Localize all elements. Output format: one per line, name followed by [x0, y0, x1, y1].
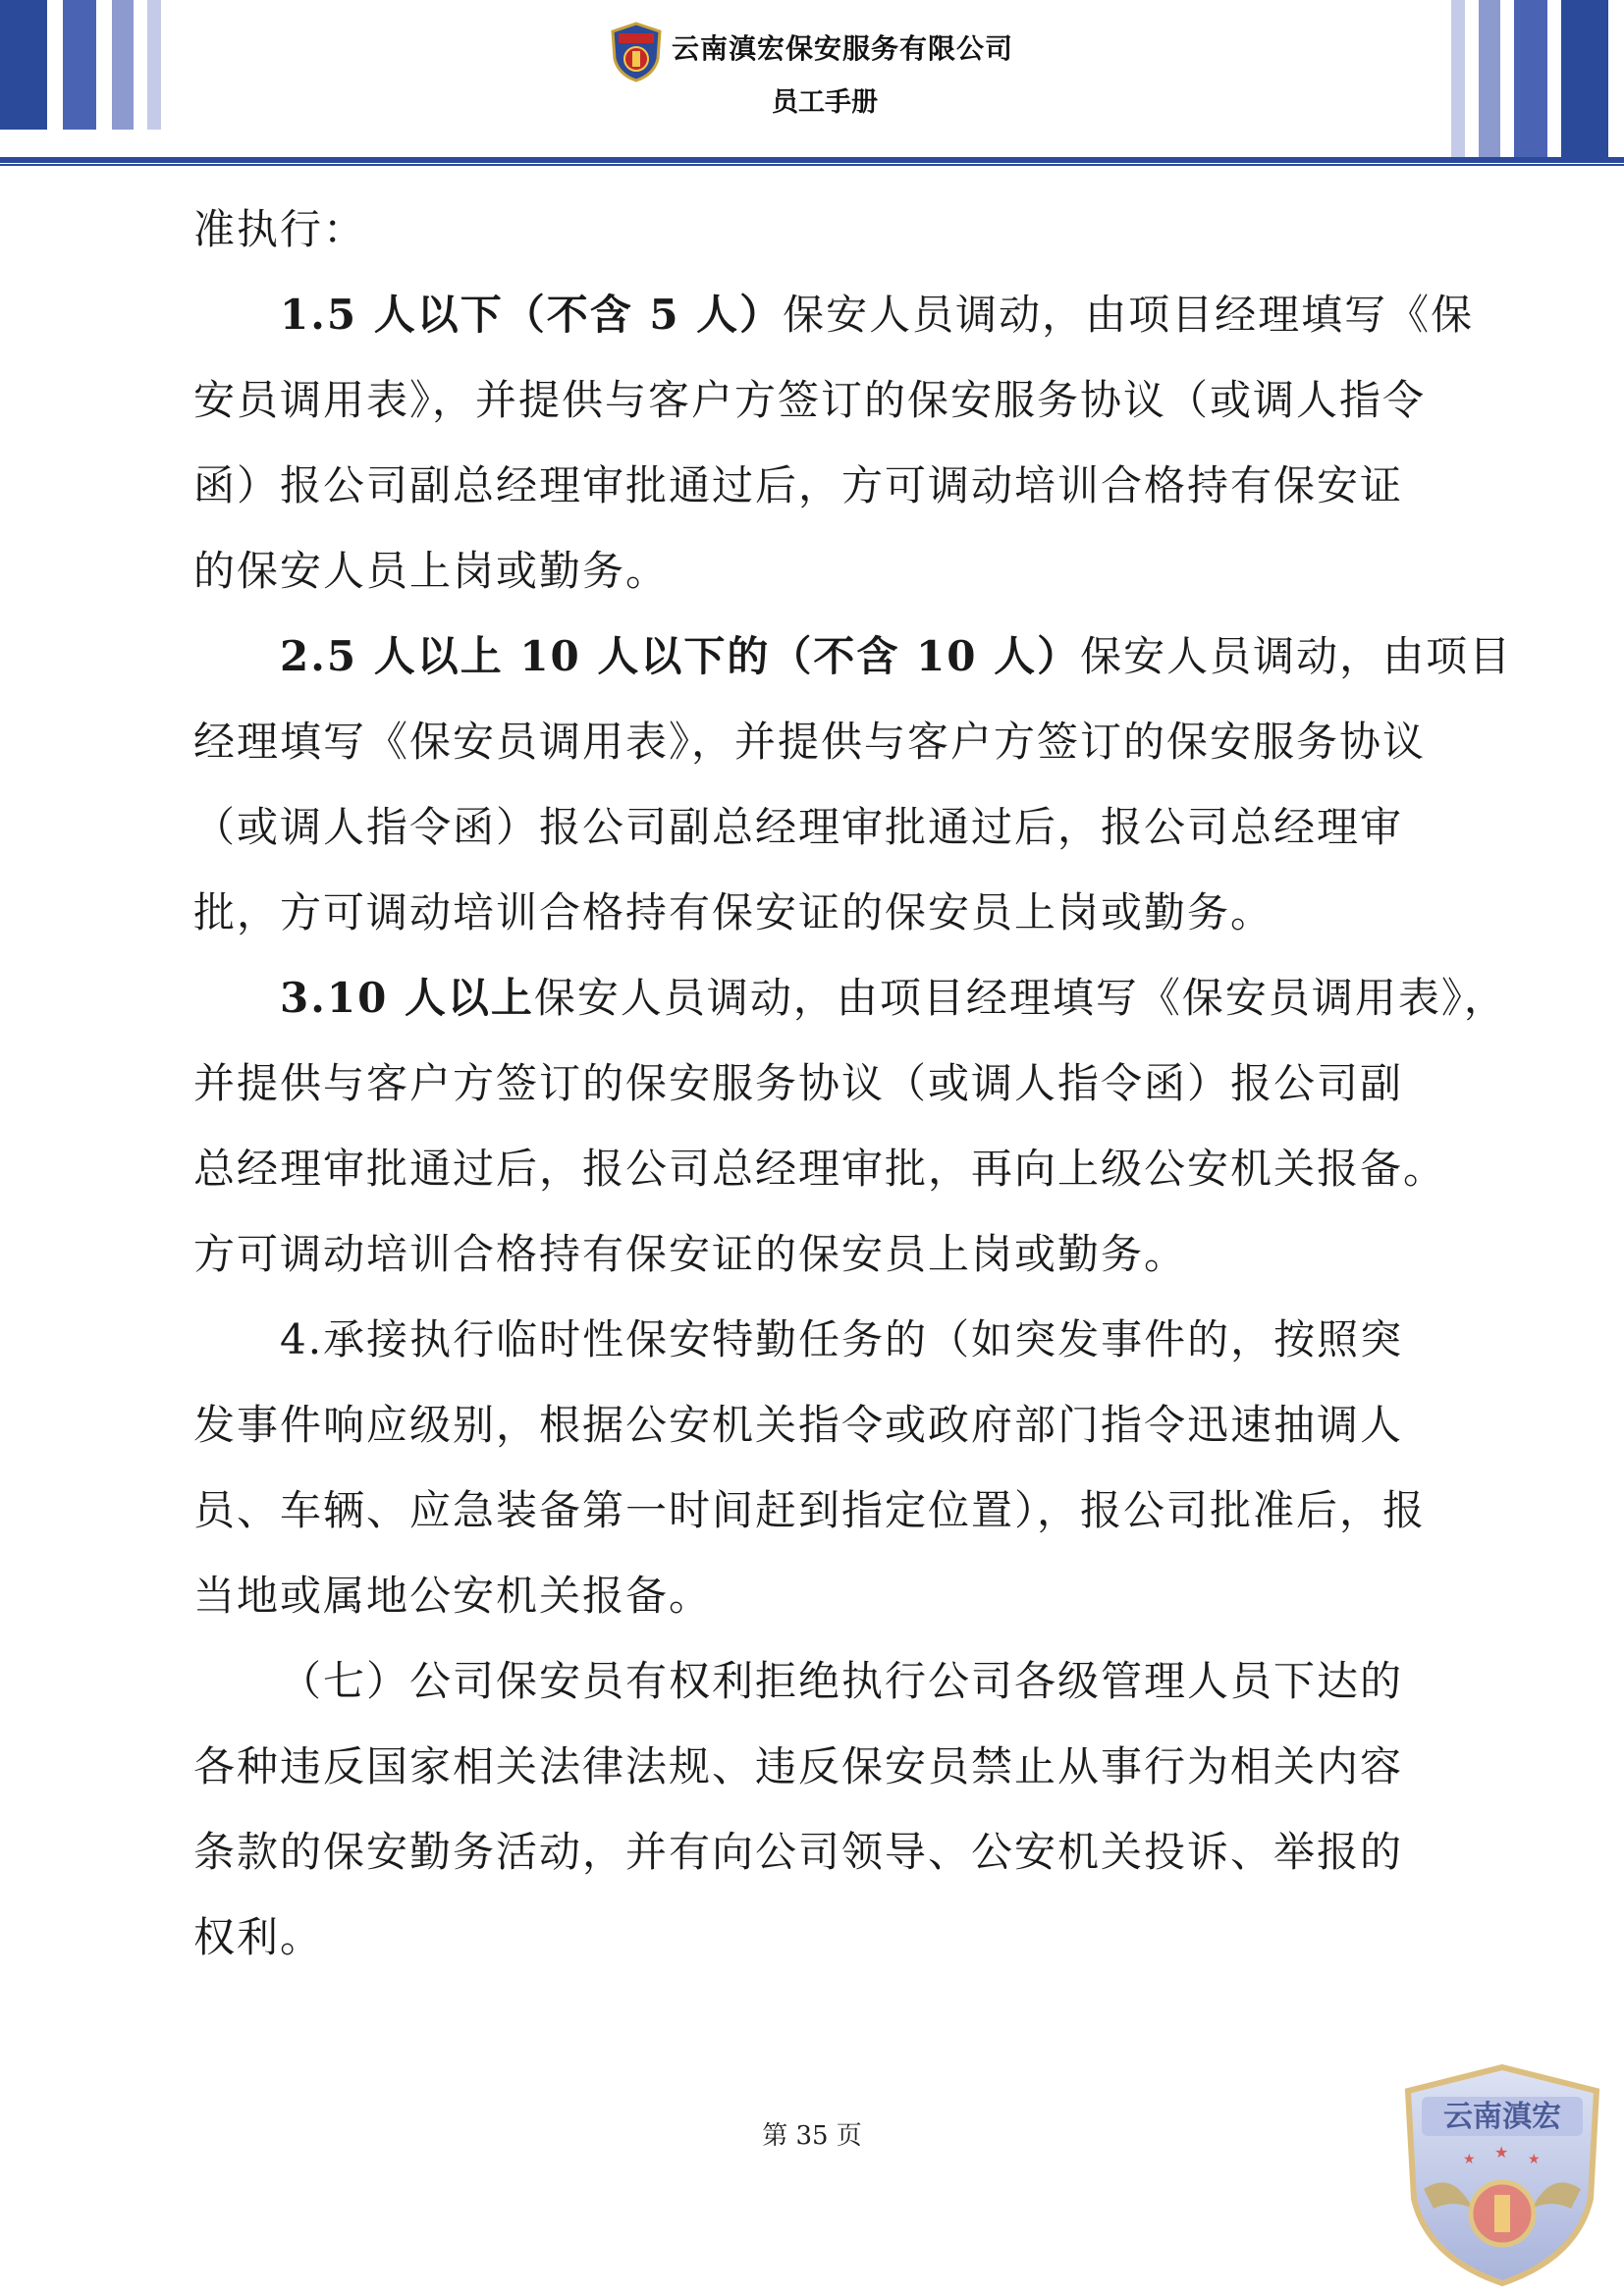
text-line: （七）公司保安员有权利拒绝执行公司各级管理人员下达的 [280, 1657, 1404, 1705]
text-line: 权利。 [193, 1913, 324, 1961]
item-text: 保安人员调动，由项目经理填写《保安员调用表》， [533, 974, 1507, 1022]
page-number: 第 35 页 [762, 2121, 862, 2151]
item-lead: 1.5 人以下（不含 5 人） [280, 291, 784, 339]
header-stripe [1479, 0, 1500, 157]
header-rule [0, 157, 1624, 163]
text-line: 当地或属地公安机关报备。 [193, 1572, 713, 1620]
text-line: 4.承接执行临时性保安特勤任务的（如突发事件的，按照突 [280, 1315, 1404, 1363]
text-line: 经理填写《保安员调用表》，并提供与客户方签订的保安服务协议 [193, 718, 1427, 766]
svg-text:★: ★ [1463, 2152, 1476, 2167]
text-line: 安员调用表》，并提供与客户方签订的保安服务协议（或调人指令 [193, 376, 1427, 424]
text-line: 函）报公司副总经理审批通过后，方可调动培训合格持有保安证 [193, 461, 1404, 509]
text-line: 方可调动培训合格持有保安证的保安员上岗或勤务。 [193, 1230, 1188, 1278]
page-header [0, 0, 1624, 167]
item-text: 保安人员调动，由项目经理填写《保 [783, 291, 1475, 339]
header-rule-thin [0, 164, 1624, 166]
company-emblem-icon [1394, 2061, 1610, 2287]
text-line: 发事件响应级别，根据公安机关指令或政府部门指令迅速抽调人 [193, 1401, 1404, 1449]
text-line: 批，方可调动培训合格持有保安证的保安员上岗或勤务。 [193, 888, 1274, 936]
header-stripe [63, 0, 96, 130]
text-line [193, 970, 1507, 1027]
header-stripe [1561, 0, 1608, 157]
header-stripe [1514, 0, 1547, 157]
header-stripe [147, 0, 161, 130]
item-lead: 3.10 人以上 [280, 974, 534, 1022]
text-line [193, 287, 1474, 344]
header-stripe [112, 0, 134, 130]
text-line: 准执行： [193, 205, 367, 253]
company-badge-icon [609, 22, 664, 82]
handbook-title: 员工手册 [772, 87, 878, 118]
text-line: 并提供与客户方签订的保安服务协议（或调人指令函）报公司副 [193, 1059, 1404, 1107]
company-name: 云南滇宏保安服务有限公司 [672, 32, 1014, 65]
header-stripe [1451, 0, 1465, 157]
svg-text:★: ★ [1528, 2152, 1541, 2167]
item-text: 保安人员调动，由项目 [1080, 632, 1513, 680]
svg-text:★: ★ [1494, 2143, 1509, 2162]
text-line: 的保安人员上岗或勤务。 [193, 547, 670, 595]
text-line [193, 628, 1512, 685]
text-line: （或调人指令函）报公司副总经理审批通过后，报公司总经理审 [193, 803, 1404, 851]
text-line: 各种违反国家相关法律法规、违反保安员禁止从事行为相关内容 [193, 1742, 1404, 1790]
text-line: 总经理审批通过后，报公司总经理审批，再向上级公安机关报备。 [193, 1145, 1447, 1193]
header-title-block [609, 22, 1041, 130]
emblem-lettering: 云南滇宏 [1443, 2100, 1561, 2134]
text-line: 条款的保安勤务活动，并有向公司领导、公安机关投诉、举报的 [193, 1828, 1404, 1876]
header-stripe [0, 0, 47, 130]
text-line: 员、车辆、应急装备第一时间赶到指定位置），报公司批准后，报 [193, 1486, 1427, 1534]
item-lead: 2.5 人以上 10 人以下的（不含 10 人） [280, 632, 1081, 680]
